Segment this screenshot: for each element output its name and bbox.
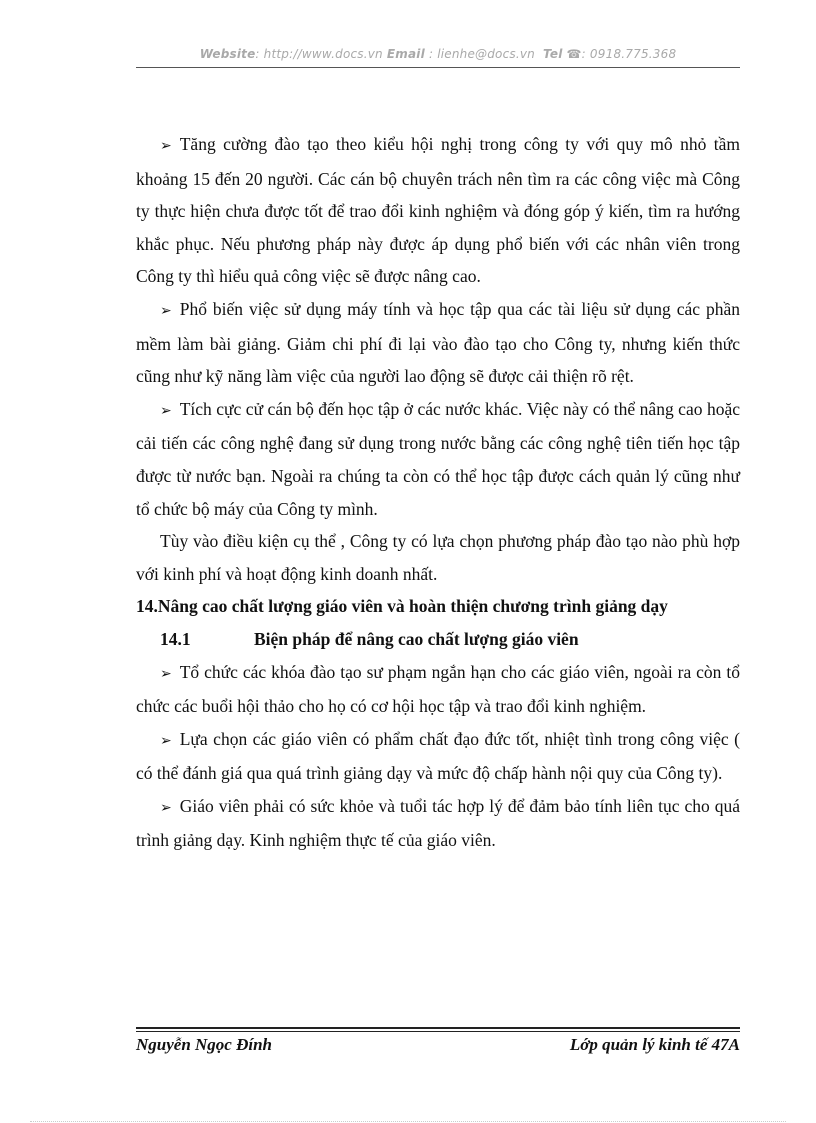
arrowhead-bullet-icon: ➢ <box>160 665 172 682</box>
document-body <box>136 128 740 857</box>
footer-divider-thick <box>136 1027 740 1029</box>
subsection-heading-14-1 <box>136 623 740 656</box>
page-bottom-dotted-line <box>30 1121 786 1122</box>
arrowhead-bullet-icon: ➢ <box>160 302 172 319</box>
arrowhead-bullet-icon: ➢ <box>160 799 172 816</box>
paragraph-conclusion: Tùy vào điều kiện cụ thể , Công ty có lựa chọn phương pháp đào tạo nào phù hợp với kinh phí và hoạt động kinh doanh nhất. <box>136 531 740 584</box>
subsection-number: 14.1 <box>160 628 191 649</box>
tel-value: ☎: 0918.775.368 <box>566 47 677 61</box>
page-header <box>136 47 740 61</box>
paragraph-bullet-2: ➢ Phổ biến việc sử dụng máy tính và học tập qua các tài liệu sử dụng các phần mềm làm bài giảng. Giảm chi phí đi lại vào đào tạo cho Công ty, nhưng kiến thức cũng như kỹ năng làm việc của người lao động sẽ được cải thiện rõ rệt. <box>136 298 740 387</box>
header-divider <box>136 67 740 68</box>
website-value: : http://www.docs.vn <box>255 47 383 61</box>
arrowhead-bullet-icon: ➢ <box>160 732 172 749</box>
paragraph-bullet-4: ➢ Tổ chức các khóa đào tạo sư phạm ngắn hạn cho các giáo viên, ngoài ra còn tổ chức các buổi hội thảo cho họ có cơ hội học tập và trao đổi kinh nghiệm. <box>136 661 740 717</box>
subsection-title: Biện pháp để nâng cao chất lượng giáo viên <box>254 628 579 649</box>
footer-author: Nguyễn Ngọc Đính <box>136 1035 273 1054</box>
tel-label: Tel <box>543 47 563 61</box>
footer-divider-thin <box>136 1031 740 1032</box>
email-value: : lienhe@docs.vn <box>428 47 535 61</box>
section-heading-14: 14.Nâng cao chất lượng giáo viên và hoàn thiện chương trình giảng dạy <box>136 596 668 617</box>
footer-class: Lớp quản lý kinh tế 47A <box>569 1035 740 1054</box>
arrowhead-bullet-icon: ➢ <box>160 138 172 154</box>
paragraph-bullet-3: ➢ Tích cực cử cán bộ đến học tập ở các nước khác. Việc này có thể nâng cao hoặc cải tiến các công nghệ đang sử dụng trong nước bằng các công nghệ tiên tiến học tập được từ nước bạn. Ngoài ra chúng ta còn có thể học tập được cách quản lý cũng như tổ chức bộ máy của Công ty mình. <box>136 398 740 519</box>
paragraph-bullet-1: ➢ Tăng cường đào tạo theo kiểu hội nghị trong công ty với quy mô nhỏ tầm khoảng 15 đến 20 người. Các cán bộ chuyên trách nên tìm ra các công việc mà Công ty thực hiện chưa được tốt để trao đổi kinh nghiệm và đóng góp ý kiến, tìm ra hướng khắc phục. Nếu phương pháp này được áp dụng phổ biến với các nhân viên trong Công ty thì hiểu quả công việc sẽ được nâng cao. <box>136 134 740 287</box>
email-label: Email <box>386 47 425 61</box>
paragraph-bullet-5: ➢ Lựa chọn các giáo viên có phẩm chất đạo đức tốt, nhiệt tình trong công việc ( có thể đánh giá qua quá trình giảng dạy và mức độ chấp hành nội quy của Công ty). <box>136 728 740 784</box>
arrowhead-bullet-icon: ➢ <box>160 402 172 419</box>
website-label: Website <box>199 47 256 61</box>
paragraph-bullet-6: ➢ Giáo viên phải có sức khỏe và tuổi tác hợp lý để đảm bảo tính liên tục cho quá trình giảng dạy. Kinh nghiệm thực tế của giáo viên. <box>136 795 740 851</box>
